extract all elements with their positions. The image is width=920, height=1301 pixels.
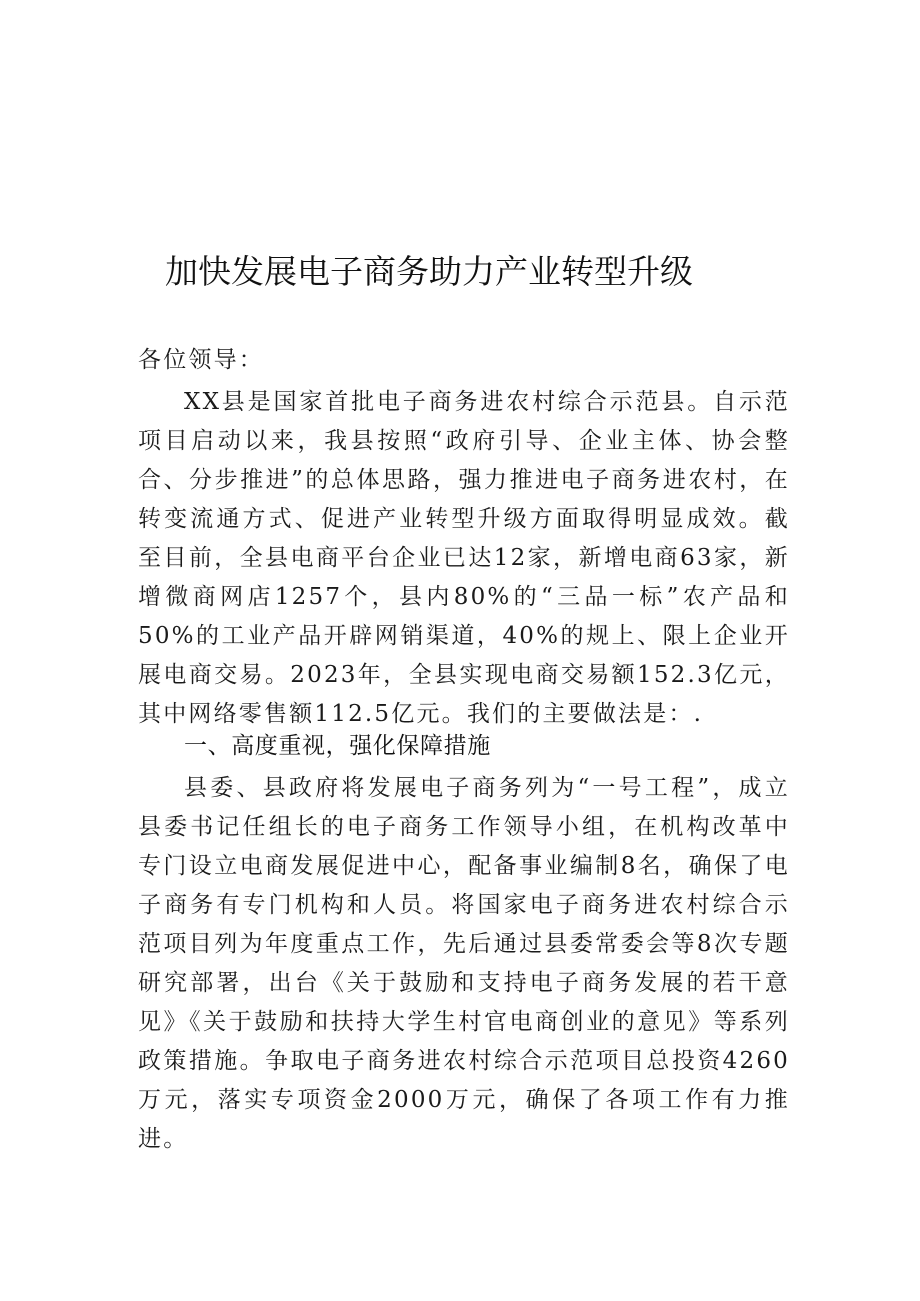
- paragraph-section-1: 县委、县政府将发展电子商务列为“一号工程”，成立县委书记任组长的电子商务工作领导小组，在机构改革中专门设立电商发展促进中心，配备事业编制8名，确保了电子商务有专门机构和人员。将国家电子商务进农村综合示范项目列为年度重点工作，先后通过县委常委会等8次专题研究部署，出台《关于鼓励和支持电子商务发展的若干意见》《关于鼓励和扶持大学生村官电商创业的意见》等系列政策措施。争取电子商务进农村综合示范项目总投资4260万元，落实专项资金2000万元，确保了各项工作有力推进。: [138, 775, 790, 1152]
- document-title: 加快发展电子商务助力产业转型升级: [165, 252, 693, 291]
- paragraph-intro: XX县是国家首批电子商务进农村综合示范县。自示范项目启动以来，我县按照“政府引导、企业主体、协会整合、分步推进”的总体思路，强力推进电子商务进农村，在转变流通方式、促进产业转型升级方面取得明显成效。截至目前，全县电商平台企业已达12家，新增电商63家，新增微商网店1257个，县内80%的“三品一标”农产品和50%的工业产品开辟网销渠道，40%的规上、限上企业开展电商交易。2023年，全县实现电商交易额152.3亿元，其中网络零售额112.5亿元。我们的主要做法是：.: [138, 389, 790, 727]
- section-heading-1: 一、高度重视，强化保障措施: [184, 733, 491, 759]
- salutation: 各位领导：: [138, 347, 264, 373]
